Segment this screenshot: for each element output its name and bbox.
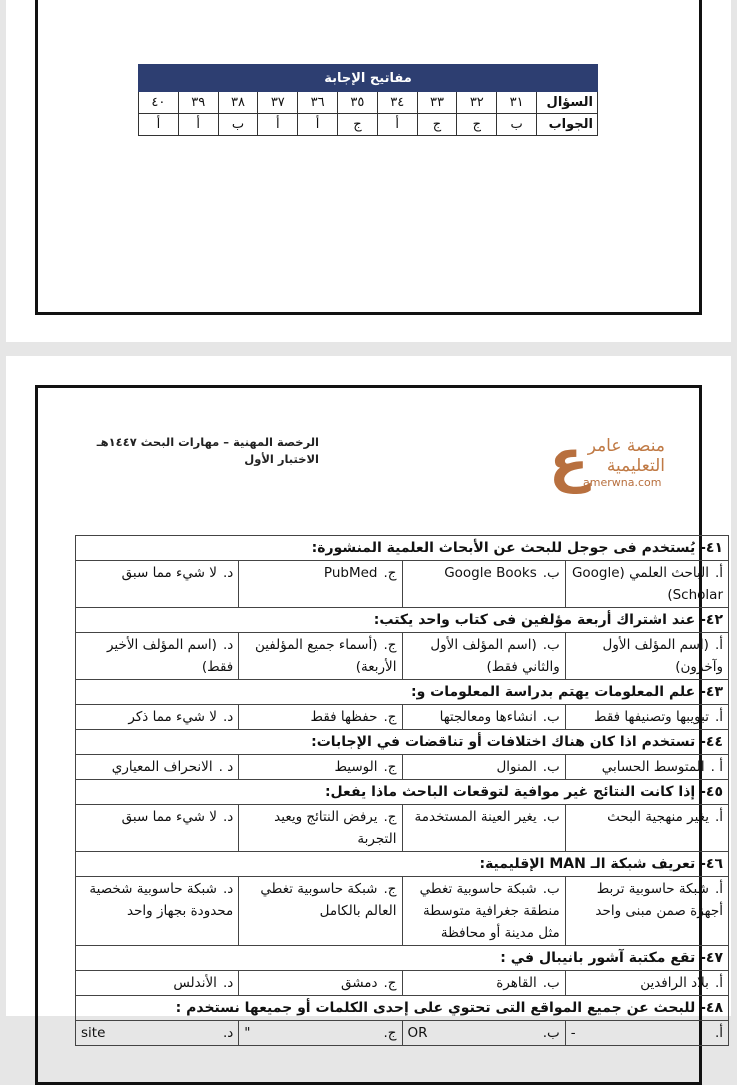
logo-text <box>585 436 665 476</box>
option-cell <box>239 805 402 852</box>
option-text: لا شيء مما ذكر <box>128 709 217 725</box>
question-label: السؤال <box>537 92 598 114</box>
option-letter: د. <box>222 709 234 725</box>
option-cell <box>402 805 565 852</box>
key-question-number: ٣٥ <box>338 92 378 114</box>
course-title: الرخصة المهنية – مهارات البحث ١٤٤٧هـ <box>96 435 319 449</box>
options-row <box>76 755 729 780</box>
option-letter: أ. <box>714 565 723 581</box>
option-letter: ب. <box>542 565 560 581</box>
option-letter: د. <box>222 975 234 991</box>
option-cell <box>239 561 402 608</box>
page-1 <box>6 0 731 342</box>
question-row <box>76 608 729 633</box>
option-text: site <box>81 1025 106 1041</box>
option-letter: أ. <box>714 1025 723 1041</box>
key-question-number: ٤٠ <box>139 92 179 114</box>
option-cell <box>565 705 728 730</box>
question-text: ٤٤- تستخدم اذا كان هناك اختلافات أو تناقضات في الإجابات: <box>76 730 729 755</box>
option-letter: أ. <box>714 881 723 897</box>
key-question-number: ٣١ <box>497 92 537 114</box>
option-cell <box>565 971 728 996</box>
option-cell <box>565 805 728 852</box>
answer-label: الجواب <box>537 114 598 136</box>
option-cell <box>402 755 565 780</box>
option-letter: ب. <box>542 881 560 897</box>
option-cell <box>402 633 565 680</box>
question-row <box>76 536 729 561</box>
option-letter: د. <box>222 637 234 653</box>
option-letter: ب. <box>542 709 560 725</box>
option-text: (اسم المؤلف الأخير فقط) <box>106 637 234 675</box>
option-letter: أ. <box>714 975 723 991</box>
answer-key-table <box>138 64 598 136</box>
key-answer: أ <box>377 114 417 136</box>
option-cell <box>76 805 239 852</box>
option-text: يغير العينة المستخدمة <box>414 809 537 825</box>
question-text: ٤٦- تعريف شبكة الـ MAN الإقليمية: <box>76 852 729 877</box>
document-header <box>97 434 319 468</box>
question-row <box>76 946 729 971</box>
option-cell <box>76 877 239 946</box>
option-cell <box>239 633 402 680</box>
options-row <box>76 971 729 996</box>
option-letter: أ . <box>710 759 723 775</box>
option-letter: أ. <box>714 809 723 825</box>
option-letter: ج. <box>383 565 397 581</box>
logo-line1: منصة عامر <box>587 436 665 456</box>
option-letter: أ. <box>714 637 723 653</box>
option-cell <box>239 877 402 946</box>
question-row <box>76 780 729 805</box>
option-cell <box>239 971 402 996</box>
question-row <box>76 852 729 877</box>
option-text: PubMed <box>323 565 378 581</box>
option-letter: ج. <box>383 809 397 825</box>
logo-line2: التعليمية <box>606 456 665 476</box>
key-answer: ج <box>338 114 378 136</box>
option-text: (اسم المؤلف الأول والثاني فقط) <box>430 637 560 675</box>
option-cell <box>239 1021 402 1046</box>
option-cell <box>239 705 402 730</box>
option-cell <box>402 971 565 996</box>
option-text: Google Books <box>444 565 537 581</box>
key-answer: أ <box>139 114 179 136</box>
question-row <box>76 996 729 1021</box>
key-question-number: ٣٩ <box>178 92 218 114</box>
logo-mark-icon: ع <box>549 426 589 494</box>
exam-title: الاختبار الأول <box>244 452 319 466</box>
question-row <box>76 680 729 705</box>
key-question-number: ٣٧ <box>258 92 298 114</box>
question-row <box>76 730 729 755</box>
option-cell <box>76 755 239 780</box>
option-text: المنوال <box>496 759 537 775</box>
key-question-number: ٣٦ <box>298 92 338 114</box>
option-letter: ج. <box>383 709 397 725</box>
option-cell <box>76 705 239 730</box>
option-text: (اسم المؤلف الأول وآخرون) <box>602 637 723 675</box>
page-2 <box>6 356 731 1041</box>
options-row <box>76 705 729 730</box>
options-row <box>76 561 729 608</box>
option-text: لا شيء مما سبق <box>121 565 217 581</box>
option-letter: د. <box>222 881 234 897</box>
key-question-number: ٣٣ <box>417 92 457 114</box>
option-letter: د. <box>222 565 234 581</box>
option-letter: ج. <box>383 881 397 897</box>
question-text: ٤١- يُستخدم فى جوجل للبحث عن الأبحاث العلمية المنشورة: <box>76 536 729 561</box>
option-text: تبويبها وتصنيفها فقط <box>594 709 709 725</box>
option-cell <box>402 705 565 730</box>
key-answer: أ <box>298 114 338 136</box>
option-text: حفظها فقط <box>310 709 378 725</box>
option-cell <box>76 971 239 996</box>
option-text: بلاد الرافدين <box>640 975 709 991</box>
option-letter: أ. <box>714 709 723 725</box>
option-text: " <box>244 1025 251 1041</box>
option-letter: ب. <box>542 1025 560 1041</box>
option-text: الوسيط <box>334 759 378 775</box>
key-answer: ب <box>497 114 537 136</box>
option-text: شبكة حاسوبية تغطي العالم بالكامل <box>260 881 397 919</box>
option-cell <box>402 561 565 608</box>
question-text: ٤٢- عند اشتراك أربعة مؤلفين فى كتاب واحد يكتب: <box>76 608 729 633</box>
key-question-number: ٣٤ <box>377 92 417 114</box>
option-text: الباحث العلمي (Google Scholar) <box>571 565 723 603</box>
option-text: انشاءها ومعالجتها <box>439 709 537 725</box>
option-text: المتوسط الحسابي <box>601 759 705 775</box>
option-letter: د. <box>222 1025 234 1041</box>
question-text: ٤٣- علم المعلومات يهتم بدراسة المعلومات و: <box>76 680 729 705</box>
questions-table <box>75 535 729 1046</box>
option-cell <box>565 633 728 680</box>
options-row <box>76 805 729 852</box>
option-cell <box>76 1021 239 1046</box>
question-text: ٤٨- للبحث عن جميع المواقع التى تحتوي على إحدى الكلمات أو جميعها نستخدم : <box>76 996 729 1021</box>
question-text: ٤٧- تقع مكتبة آشور بانيبال في : <box>76 946 729 971</box>
option-letter: ج. <box>383 637 397 653</box>
option-letter: د . <box>218 759 234 775</box>
key-answer: ج <box>417 114 457 136</box>
option-cell <box>565 561 728 608</box>
options-row <box>76 633 729 680</box>
option-text: يغير منهجية البحث <box>607 809 709 825</box>
option-letter: ج. <box>383 759 397 775</box>
key-answer: ج <box>457 114 497 136</box>
option-text: القاهرة <box>496 975 537 991</box>
logo <box>543 426 713 496</box>
option-cell <box>565 877 728 946</box>
options-row <box>76 1021 729 1046</box>
option-cell <box>76 561 239 608</box>
option-cell <box>76 633 239 680</box>
option-text: - <box>570 1025 576 1041</box>
option-text: شبكة حاسوبية شخصية محدودة بجهاز واحد <box>89 881 234 919</box>
option-letter: ب. <box>542 759 560 775</box>
option-text: (أسماء جميع المؤلفين الأربعة) <box>254 637 397 675</box>
logo-url: amerwna.com <box>583 476 662 489</box>
key-question-number: ٣٨ <box>218 92 258 114</box>
option-text: شبكة حاسوبية تربط أجهزة صمن مبنى واحد <box>595 881 723 919</box>
option-letter: ب. <box>542 637 560 653</box>
key-question-number: ٣٢ <box>457 92 497 114</box>
option-letter: ب. <box>542 975 560 991</box>
option-text: الأندلس <box>173 975 217 991</box>
option-cell <box>402 877 565 946</box>
answer-key-title: مفاتيح الإجابة <box>139 65 598 92</box>
option-cell <box>239 755 402 780</box>
option-text: الانحراف المعياري <box>111 759 213 775</box>
option-letter: ج. <box>383 1025 397 1041</box>
options-row <box>76 877 729 946</box>
option-text: دمشق <box>340 975 378 991</box>
option-cell <box>565 1021 728 1046</box>
option-text: OR <box>407 1025 428 1041</box>
key-answer: أ <box>258 114 298 136</box>
option-text: يرفض النتائج ويعيد التجربة <box>274 809 397 847</box>
option-text: لا شيء مما سبق <box>121 809 217 825</box>
option-cell <box>565 755 728 780</box>
option-letter: د. <box>222 809 234 825</box>
key-answer: أ <box>178 114 218 136</box>
option-letter: ج. <box>383 975 397 991</box>
option-cell <box>402 1021 565 1046</box>
option-text: شبكة حاسوبية تغطي منطقة جغرافية متوسطة مثل مدينة أو محافظة <box>419 881 560 941</box>
option-letter: ب. <box>542 809 560 825</box>
page-border <box>35 0 702 315</box>
question-text: ٤٥- إذا كانت النتائج غير موافية لتوقعات الباحث ماذا يفعل: <box>76 780 729 805</box>
page-border <box>35 385 723 1085</box>
key-answer: ب <box>218 114 258 136</box>
